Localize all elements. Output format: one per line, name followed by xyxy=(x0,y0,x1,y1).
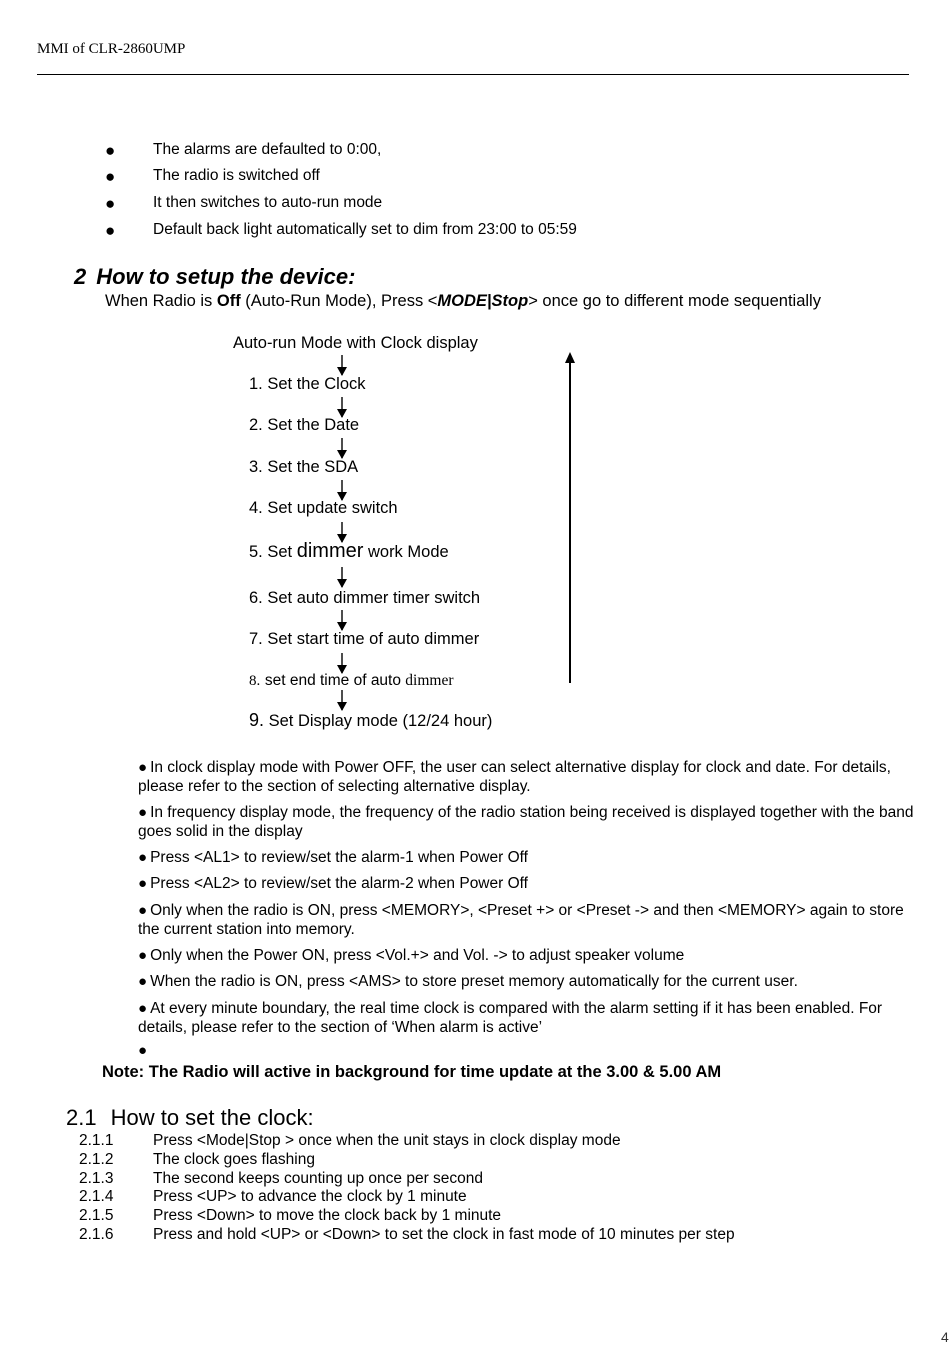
bullet-icon: ● xyxy=(138,804,148,821)
flow-step-2: 2. Set the Date xyxy=(249,416,360,434)
arrow-down-icon xyxy=(336,610,348,632)
list-item: ● In clock display mode with Power OFF, the user can select alternative display for clock and date. For details, please refer to the section of selecting alternative display. xyxy=(138,759,891,795)
list-item: 2.1.6 Press and hold <UP> or <Down> to set the clock in fast mode of 10 minutes per step xyxy=(79,1226,735,1243)
list-item: ● Press <AL2> to review/set the alarm-2 when Power Off xyxy=(138,875,528,892)
list-item: 2.1.3 The second keeps counting up once per second xyxy=(79,1170,484,1187)
bullet-icon: ● xyxy=(138,849,148,866)
flow-step-4: 4. Set update switch xyxy=(249,499,398,517)
bullet-icon: ● xyxy=(105,167,116,186)
bullet-icon: ● xyxy=(138,875,148,892)
list-item xyxy=(138,1041,918,1060)
section-number: 2.1 xyxy=(66,1105,97,1130)
section-title: How to set the clock: xyxy=(110,1105,314,1130)
bullet-icon: ● xyxy=(138,1042,148,1059)
arrow-down-icon xyxy=(336,438,348,460)
note-background-update: Note: The Radio will active in background for time update at the 3.00 & 5.00 AM xyxy=(102,1063,722,1081)
bullet-icon: ● xyxy=(138,759,148,776)
flow-start-label: Auto-run Mode with Clock display xyxy=(233,334,478,352)
bullet-icon: ● xyxy=(105,221,116,240)
arrow-down-icon xyxy=(336,567,348,589)
bullet-icon: ● xyxy=(105,141,116,160)
list-item: 2.1.1 Press <Mode|Stop > once when the unit stays in clock display mode xyxy=(79,1132,621,1149)
bullet-icon: ● xyxy=(138,902,148,919)
list-item: ● It then switches to auto-run mode xyxy=(105,194,383,213)
list-item: ● When the radio is ON, press <AMS> to store preset memory automatically for the current user. xyxy=(138,973,798,990)
arrow-up-icon xyxy=(563,351,577,683)
document-header-title: MMI of CLR-2860UMP xyxy=(37,41,186,57)
bullet-icon: ● xyxy=(138,947,148,964)
section-2-intro: When Radio is Off (Auto-Run Mode), Press <MODE|Stop> once go to different mode sequentially xyxy=(105,292,821,310)
section-2-heading xyxy=(74,264,355,290)
flow-step-8: 8. set end time of auto dimmer xyxy=(249,672,454,689)
list-item: ● The alarms are defaulted to 0:00, xyxy=(105,141,382,160)
flow-step-7: 7. Set start time of auto dimmer xyxy=(249,630,480,648)
list-item: ● Only when the Power ON, press <Vol.+> and Vol. -> to adjust speaker volume xyxy=(138,947,685,964)
page-number: 4 xyxy=(941,1329,949,1345)
section-title: How to setup the device: xyxy=(96,264,356,289)
section-number: 2 xyxy=(74,264,87,289)
flow-step-9: 9. Set Display mode (12/24 hour) xyxy=(249,710,493,730)
list-item: ● Default back light automatically set to dim from 23:00 to 05:59 xyxy=(105,221,577,240)
list-item: 2.1.5 Press <Down> to move the clock back by 1 minute xyxy=(79,1207,502,1224)
list-item: ● The radio is switched off xyxy=(105,167,320,186)
list-item: 2.1.2 The clock goes flashing xyxy=(79,1151,315,1168)
arrow-down-icon xyxy=(336,690,348,712)
list-item: ● Press <AL1> to review/set the alarm-1 when Power Off xyxy=(138,849,528,866)
bullet-icon: ● xyxy=(138,973,148,990)
flow-step-1: 1. Set the Clock xyxy=(249,375,366,393)
flow-step-6: 6. Set auto dimmer timer switch xyxy=(249,589,481,607)
header-divider xyxy=(37,74,909,75)
flow-step-5: 5. Set dimmer work Mode xyxy=(249,540,449,562)
bullet-icon: ● xyxy=(105,194,116,213)
flow-step-3: 3. Set the SDA xyxy=(249,458,359,476)
arrow-down-icon xyxy=(336,355,348,377)
section-2-1-heading xyxy=(66,1105,314,1131)
list-item: ● In frequency display mode, the frequency of the radio station being received is displayed together with the band goes solid in the display xyxy=(138,804,914,840)
bullet-icon: ● xyxy=(138,1000,148,1017)
list-item: ● At every minute boundary, the real time clock is compared with the alarm setting if it has been enabled. For details, please refer to the section of ‘When alarm is active’ xyxy=(138,1000,883,1036)
list-item: 2.1.4 Press <UP> to advance the clock by 1 minute xyxy=(79,1188,467,1205)
list-item: ● Only when the radio is ON, press <MEMORY>, <Preset +> or <Preset -> and then <MEMORY> again to store the current station into memory. xyxy=(138,902,904,938)
mode-stop-key: MODE|Stop xyxy=(437,292,529,310)
